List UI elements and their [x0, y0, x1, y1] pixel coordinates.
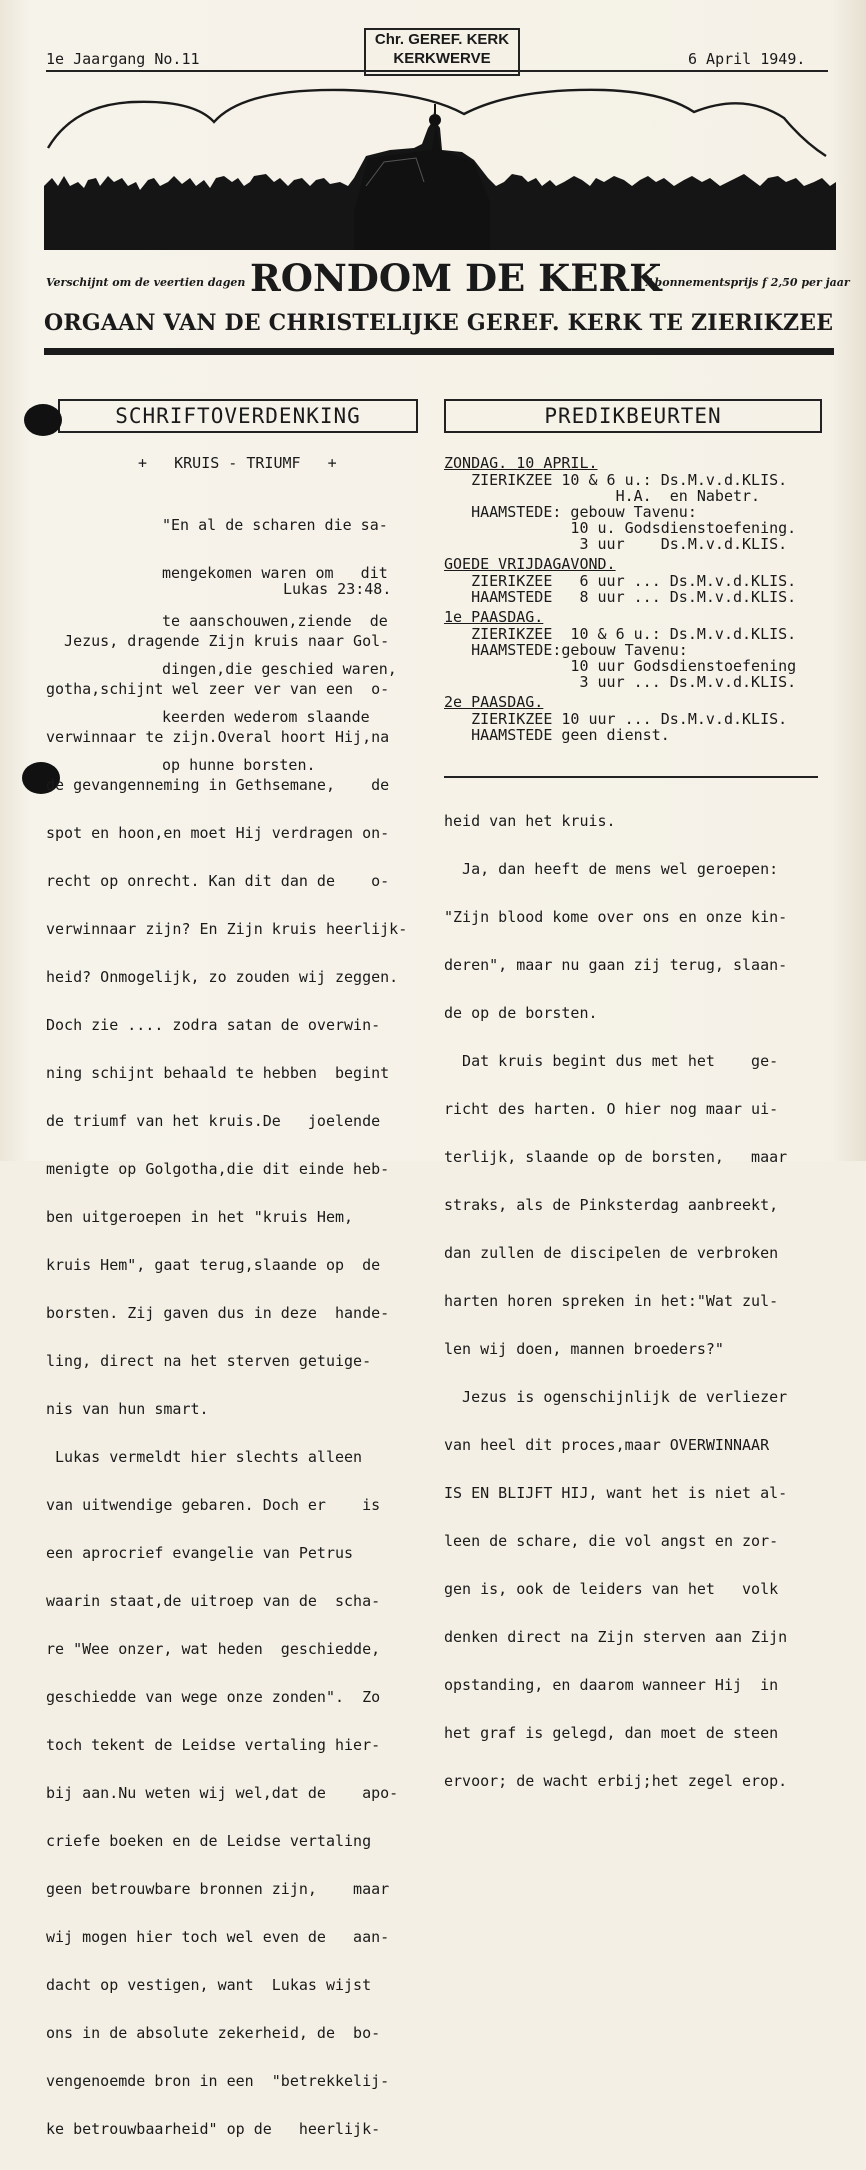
text-line: ning schijnt behaald te hebben begint: [46, 1064, 390, 1082]
text-line: spot en hoon,en moet Hij verdragen on-: [46, 824, 390, 842]
service-line: ZIERIKZEE 10 & 6 u.: Ds.M.v.d.KLIS.: [444, 471, 788, 489]
church-stamp-line1: Chr. GEREF. KERK: [374, 31, 510, 48]
text-line: toch tekent de Leidse vertaling hier-: [46, 1736, 381, 1754]
text-line: ervoor; de wacht erbij;het zegel erop.: [444, 1772, 788, 1790]
quote-line: op hunne borsten.: [162, 756, 316, 774]
text-line: verwinnaar zijn? En Zijn kruis heerlijk-: [46, 920, 408, 938]
service-line: 10 u. Godsdienstoefening.: [444, 519, 797, 537]
service-line: ZIERIKZEE 10 uur ... Ds.M.v.d.KLIS.: [444, 710, 788, 728]
text-line: recht op onrecht. Kan dit dan de o-: [46, 872, 390, 890]
text-line: re "Wee onzer, wat heden geschiedde,: [46, 1640, 381, 1658]
article-title: + KRUIS - TRIUMF +: [138, 454, 337, 472]
service-day-heading: ZONDAG. 10 APRIL.: [444, 454, 598, 472]
text-line: ke betrouwbaarheid" op de heerlijk-: [46, 2120, 381, 2138]
service-line: H.A. en Nabetr.: [444, 487, 761, 505]
text-line: harten horen spreken in het:"Wat zul-: [444, 1292, 779, 1310]
text-line: heid? Onmogelijk, zo zouden wij zeggen.: [46, 968, 399, 986]
issue-date: 6 April 1949.: [688, 50, 806, 68]
text-line: kruis Hem", gaat terug,slaande op de: [46, 1256, 381, 1274]
service-schedule: [444, 455, 824, 747]
service-day-block: [444, 556, 824, 605]
text-line: Ja, dan heeft de mens wel geroepen:: [444, 860, 779, 878]
quote-line: keerden wederom slaande: [162, 708, 370, 726]
text-line: een aprocrief evangelie van Petrus: [46, 1544, 354, 1562]
text-line: vengenoemde bron in een "betrekkelij-: [46, 2072, 390, 2090]
text-line: van heel dit proces,maar OVERWINNAAR: [444, 1436, 770, 1454]
text-line: straks, als de Pinksterdag aanbreekt,: [444, 1196, 779, 1214]
left-article-body: [46, 601, 407, 2169]
text-line: terlijk, slaande op de borsten, maar: [444, 1148, 788, 1166]
service-day-block: [444, 609, 824, 690]
masthead-subtitle: ORGAAN VAN DE CHRISTELIJKE GEREF. KERK TE ZIERIKZEE: [44, 310, 834, 336]
punch-hole: [24, 404, 62, 436]
text-line: "Zijn blood kome over ons en onze kin-: [444, 908, 788, 926]
text-line: borsten. Zij gaven dus in deze hande-: [46, 1304, 390, 1322]
text-line: leen de schare, die vol angst en zor-: [444, 1532, 779, 1550]
text-line: waarin staat,de uitroep van de scha-: [46, 1592, 381, 1610]
text-line: IS EN BLIJFT HIJ, want het is niet al-: [444, 1484, 788, 1502]
text-line: geschiedde van wege onze zonden". Zo: [46, 1688, 381, 1706]
column-divider-rule: [444, 776, 818, 778]
section-heading-schriftoverdenking: SCHRIFTOVERDENKING: [58, 399, 418, 433]
quote-line: mengekomen waren om dit: [162, 564, 388, 582]
issue-number: 1e Jaargang No.11: [46, 50, 200, 68]
text-line: gotha,schijnt wel zeer ver van een o-: [46, 680, 390, 698]
text-line: het graf is gelegd, dan moet de steen: [444, 1724, 779, 1742]
text-line: de triumf van het kruis.De joelende: [46, 1112, 381, 1130]
church-building: [354, 124, 490, 250]
text-line: Dat kruis begint dus met het ge-: [444, 1052, 779, 1070]
service-line: 3 uur Ds.M.v.d.KLIS.: [444, 535, 788, 553]
church-tower-dome: [429, 114, 441, 126]
service-line: HAAMSTEDE:gebouw Tavenu:: [444, 641, 688, 659]
text-line: ling, direct na het sterven getuige-: [46, 1352, 372, 1370]
text-line: criefe boeken en de Leidse vertaling: [46, 1832, 372, 1850]
masthead-rule: [44, 348, 834, 355]
text-line: richt des harten. O hier nog maar ui-: [444, 1100, 779, 1118]
text-line: Doch zie .... zodra satan de overwin-: [46, 1016, 381, 1034]
text-line: ons in de absolute zekerheid, de bo-: [46, 2024, 381, 2042]
text-line: opstanding, en daarom wanneer Hij in: [444, 1676, 779, 1694]
subscription-price: Abonnementsprijs f 2,50 per jaar: [646, 276, 850, 289]
text-line: Jezus is ogenschijnlijk de verliezer: [444, 1388, 788, 1406]
text-line: Jezus, dragende Zijn kruis naar Gol-: [46, 632, 390, 650]
service-line: ZIERIKZEE 6 uur ... Ds.M.v.d.KLIS.: [444, 572, 797, 590]
service-day-heading: 2e PAASDAG.: [444, 693, 544, 711]
text-line: de gevangenneming in Gethsemane, de: [46, 776, 390, 794]
text-line: geen betrouwbare bronnen zijn, maar: [46, 1880, 390, 1898]
quote-line: te aanschouwen,ziende de: [162, 612, 388, 630]
church-stamp-line2: KERKWERVE: [393, 50, 491, 67]
service-line: HAAMSTEDE geen dienst.: [444, 726, 670, 744]
service-line: HAAMSTEDE: gebouw Tavenu:: [444, 503, 697, 521]
service-day-block: [444, 694, 824, 743]
service-line: ZIERIKZEE 10 & 6 u.: Ds.M.v.d.KLIS.: [444, 625, 797, 643]
text-line: gen is, ook de leiders van het volk: [444, 1580, 779, 1598]
text-line: wij mogen hier toch wel even de aan-: [46, 1928, 390, 1946]
service-day-heading: 1e PAASDAG.: [444, 608, 544, 626]
service-line: 3 uur ... Ds.M.v.d.KLIS.: [444, 673, 797, 691]
service-day-heading: GOEDE VRIJDAGAVOND.: [444, 555, 616, 573]
text-line: nis van hun smart.: [46, 1400, 209, 1418]
publication-frequency: Verschijnt om de veertien dagen: [46, 276, 246, 289]
text-line: denken direct na Zijn sterven aan Zijn: [444, 1628, 788, 1646]
quote-line: "En al de scharen die sa-: [162, 516, 388, 534]
masthead-title: RONDOM DE KERK: [250, 256, 662, 300]
church-stamp: [364, 28, 520, 76]
text-line: menigte op Golgotha,die dit einde heb-: [46, 1160, 390, 1178]
town-skyline-illustration: [44, 82, 836, 250]
section-heading-predikbeurten: PREDIKBEURTEN: [444, 399, 822, 433]
text-line: deren", maar nu gaan zij terug, slaan-: [444, 956, 788, 974]
service-line: 10 uur Godsdienstoefening: [444, 657, 797, 675]
text-line: heid van het kruis.: [444, 812, 616, 830]
text-line: Lukas vermeldt hier slechts alleen: [46, 1448, 363, 1466]
text-line: bij aan.Nu weten wij wel,dat de apo-: [46, 1784, 399, 1802]
text-line: van uitwendige gebaren. Doch er is: [46, 1496, 381, 1514]
text-line: de op de borsten.: [444, 1004, 598, 1022]
text-line: len wij doen, mannen broeders?": [444, 1340, 724, 1358]
text-line: ben uitgeroepen in het "kruis Hem,: [46, 1208, 354, 1226]
text-line: dacht op vestigen, want Lukas wijst: [46, 1976, 372, 1994]
service-line: HAAMSTEDE 8 uur ... Ds.M.v.d.KLIS.: [444, 588, 797, 606]
quote-reference: Lukas 23:48.: [283, 580, 392, 598]
text-line: dan zullen de discipelen de verbroken: [444, 1244, 779, 1262]
right-article-body: [444, 781, 787, 1821]
quote-line: dingen,die geschied waren,: [162, 660, 397, 678]
header-rule: [46, 70, 828, 72]
service-day-block: [444, 455, 824, 552]
text-line: verwinnaar te zijn.Overal hoort Hij,na: [46, 728, 390, 746]
